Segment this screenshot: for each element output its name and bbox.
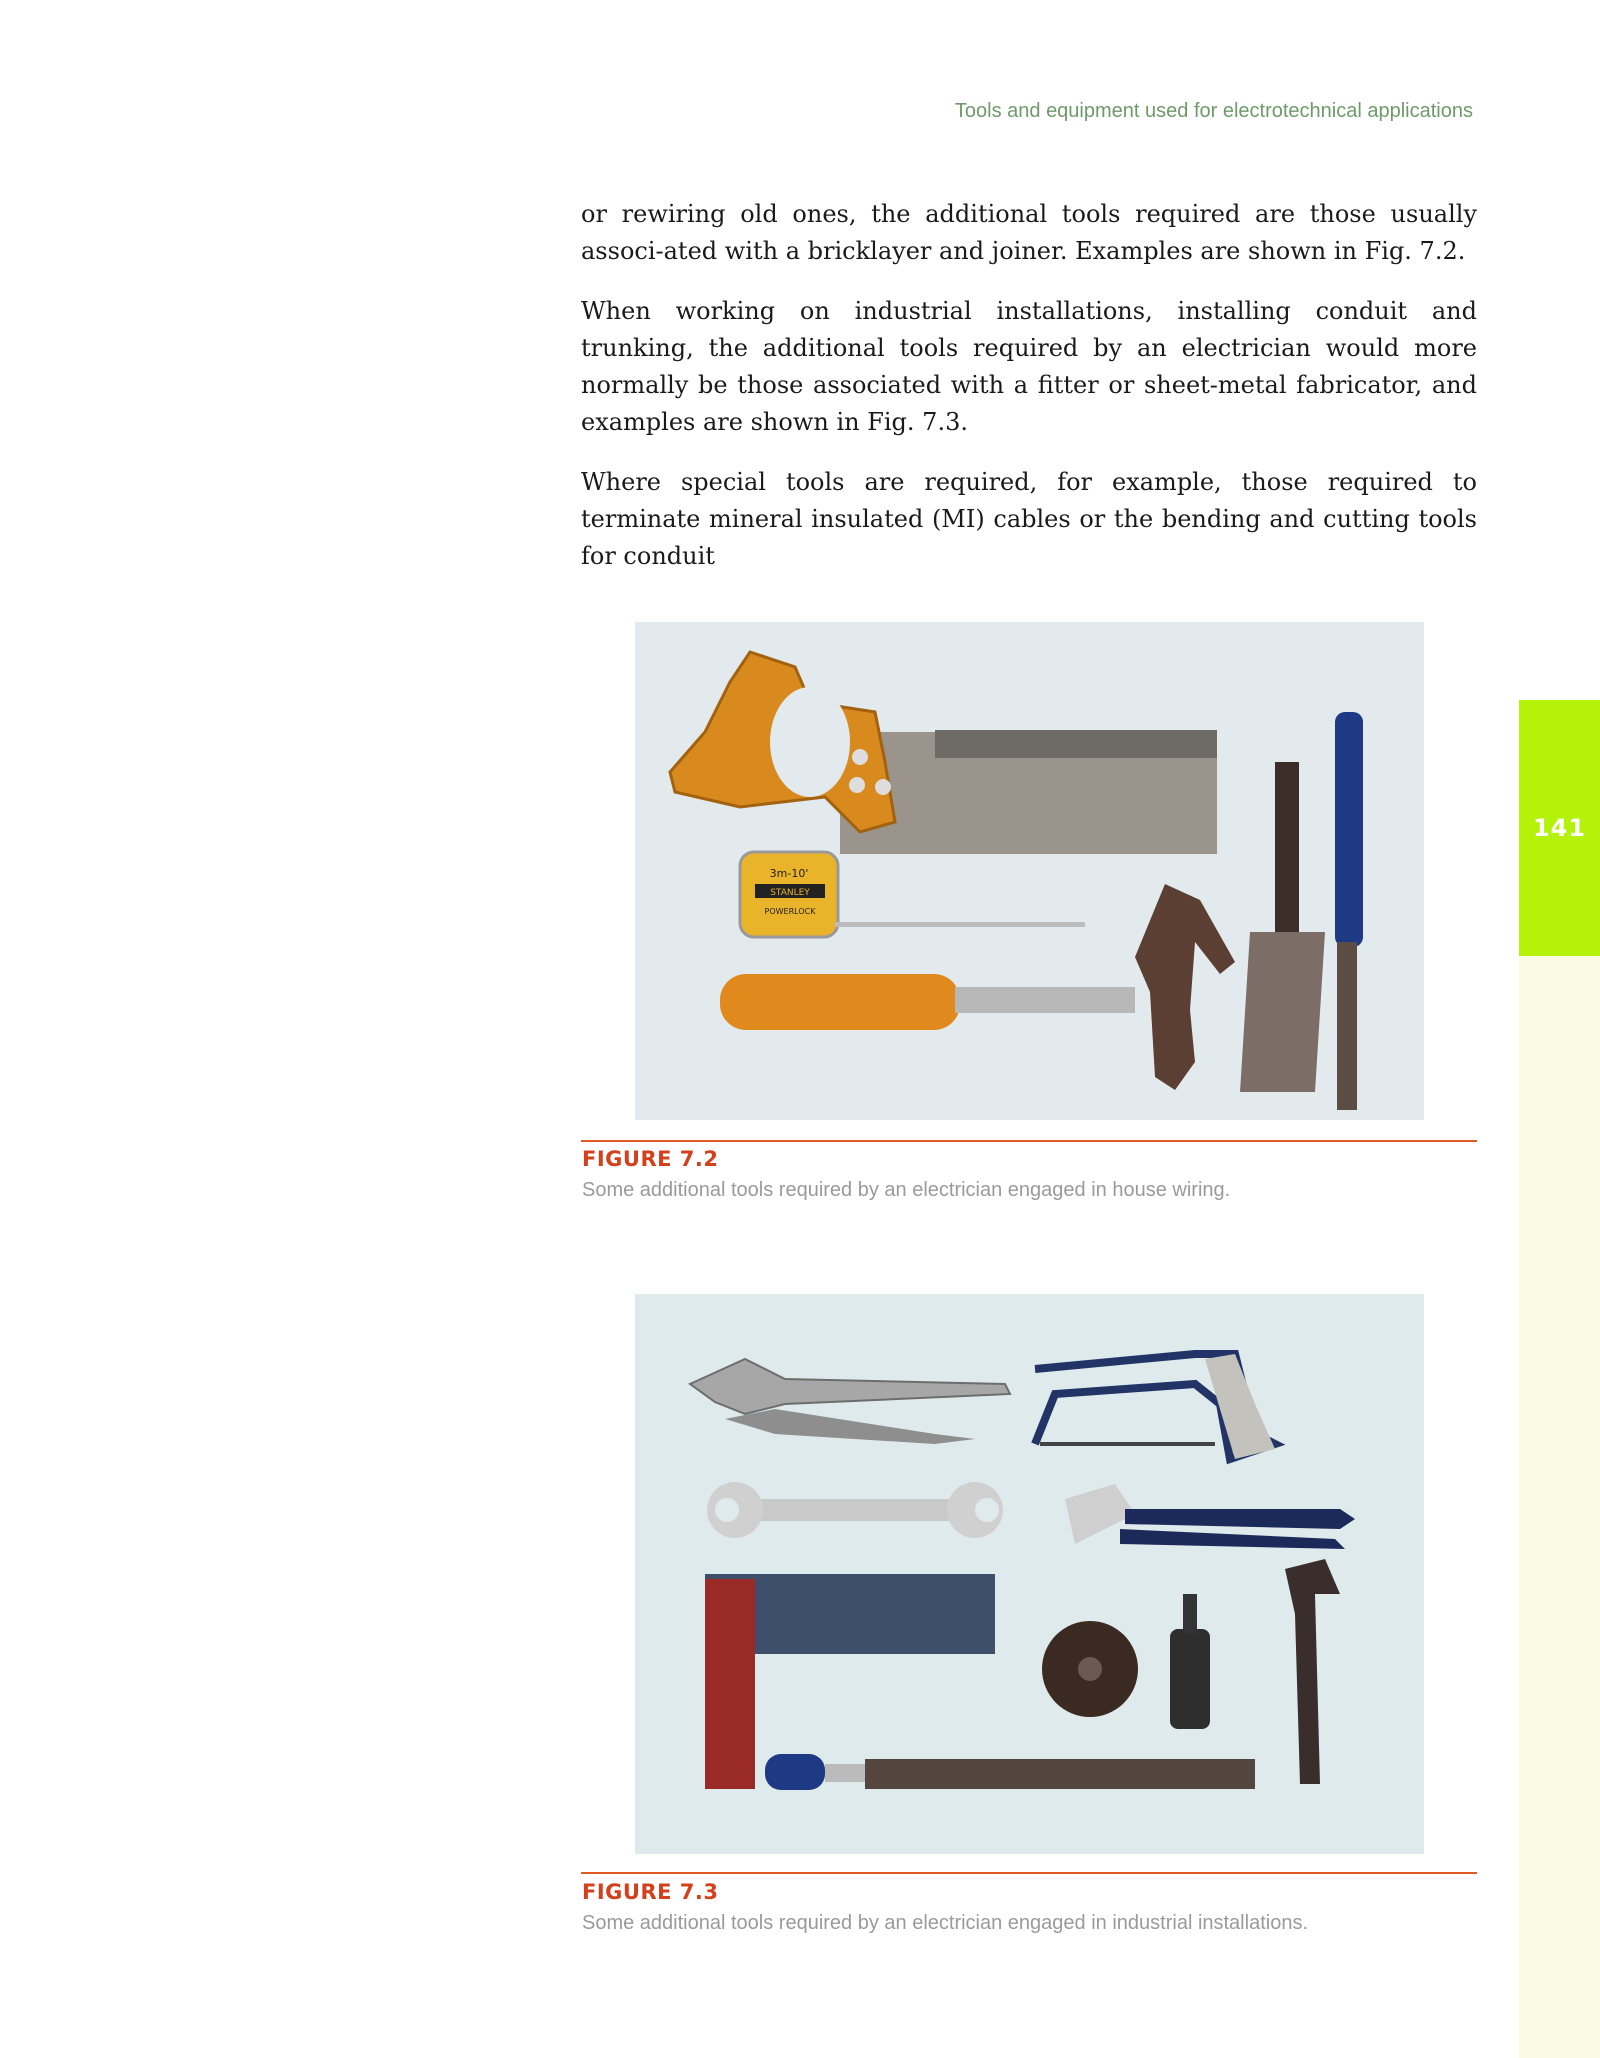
figure-divider — [581, 1140, 1477, 1142]
figure-caption: Some additional tools required by an electrician engaged in house wiring. — [582, 1179, 1231, 1201]
body-text — [581, 196, 1477, 598]
paragraph: Where special tools are required, for example, those required to terminate mineral insulated (MI) cables or the bending and cutting tools for conduit — [581, 468, 1477, 570]
page-number: 141 — [1532, 814, 1587, 842]
figure-7-2-photo — [635, 622, 1424, 1120]
figure-label: FIGURE 7.2 — [582, 1147, 719, 1171]
figure-7-3-photo — [635, 1294, 1424, 1854]
figure-divider — [581, 1872, 1477, 1874]
tape-size-label: 3m-10' — [769, 867, 809, 880]
paragraph: When working on industrial installations, installing conduit and trunking, the additional tools required by an electrician would more normally be those associated with a fitter or sheet-metal fabricator, and examples are shown in Fig. 7.3. — [581, 297, 1477, 436]
running-header: Tools and equipment used for electrotechnical applications — [954, 100, 1473, 122]
tape-model-label: POWERLOCK — [764, 907, 816, 916]
figure-caption: Some additional tools required by an electrician engaged in industrial installations. — [582, 1912, 1308, 1934]
page-number-tab — [1519, 700, 1600, 956]
tape-brand-label: STANLEY — [770, 888, 810, 898]
figure-label: FIGURE 7.3 — [582, 1880, 719, 1904]
paragraph: or rewiring old ones, the additional tools required are those usually associ-ated with a bricklayer and joiner. Examples are shown in Fig. 7.2. — [581, 200, 1477, 265]
